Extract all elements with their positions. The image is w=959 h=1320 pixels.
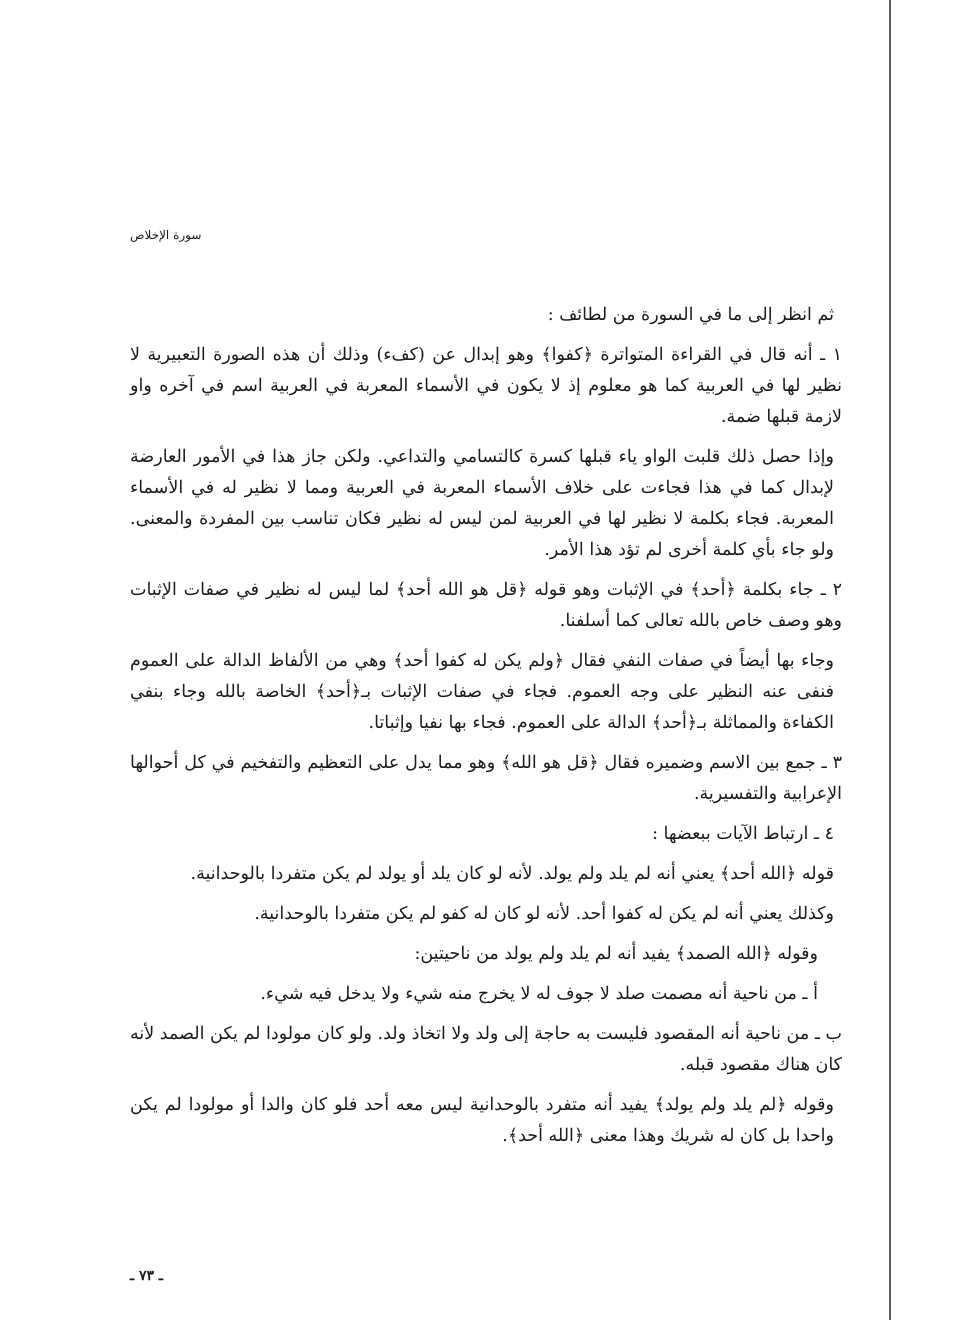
scan-edge-line [889,0,891,1320]
paragraph-sub-b: ب ـ من ناحية أنه المقصود فليست به حاجة إلى ولد ولا اتخاذ ولد. ولو كان مولودا لم يكن الصمد لأنه كان هناك مقصود قبله. [130,1024,842,1075]
paragraph-assamad: وقوله ﴿الله الصمد﴾ يفيد أنه لم يلد ولم يولد من ناحيتين: [414,944,818,964]
paragraph-sub-a: أ ـ من ناحية أنه مصمت صلد لا جوف له لا يخرج منه شيء ولا يدخل فيه شيء. [260,984,818,1004]
paragraph-point-2-continued: وجاء بها أيضاً في صفات النفي فقال ﴿ولم يكن له كفوا أحد﴾ وهي من الألفاظ الدالة على العموم فنفى عنه النظير على وجه العموم. فجاء في صفات الإثبات بـ﴿أحد﴾ الخاصة بالله وجاء بنفي الكفاءة والمماثلة بـ﴿أحد﴾ الدالة على العموم. فجاء بها نفيا وإثباتا. [130,651,834,733]
running-header-surah-title: سورة الإخلاص [130,228,202,242]
paragraph-allah-ahad: قوله ﴿الله أحد﴾ يعني أنه لم يلد ولم يولد. لأنه لو كان يلد أو يولد لم يكن متفردا بالوحدانية. [190,864,834,884]
paragraph-intro: ثم انظر إلى ما في السورة من لطائف : [547,305,834,325]
page-body [130,300,842,1161]
paragraph-point-3: ٣ ـ جمع بين الاسم وضميره فقال ﴿قل هو الله﴾ وهو مما يدل على التعظيم والتفخيم في كل أحوالها الإعرابية والتفسيرية. [130,753,842,804]
paragraph-point-4-heading: ٤ ـ ارتباط الآيات ببعضها : [652,824,834,844]
paragraph-point-1-continued: وإذا حصل ذلك قلبت الواو ياء قبلها كسرة كالتسامي والتداعي. ولكن جاز هذا في الأمور العارضة لإبدال كما في هذا فجاءت على خلاف الأسماء المعربة في العربية ومما لا نظير له في الأسماء المعربة. فجاء بكلمة لا نظير لها في العربية لمن ليس له نظير فكان تناسب بين المفردة والمعنى. ولو جاء بأي كلمة أخرى لم تؤد هذا الأمر. [130,447,834,560]
paragraph-point-1: ١ ـ أنه قال في القراءة المتواترة ﴿كفوا﴾ وهو إبدال عن (كفء) وذلك أن هذه الصورة التعبيرية لا نظير لها في العربية كما هو معلوم إذ لا يكون في الأسماء المعربة في العربية اسم في آخره واو لازمة قبلها ضمة. [130,345,842,427]
page-number: ـ ٧٣ ـ [130,1268,164,1284]
paragraph-lam-yalid: وقوله ﴿لم يلد ولم يولد﴾ يفيد أنه متفرد بالوحدانية ليس معه أحد فلو كان والدا أو مولودا لم يكن واحدا بل كان له شريك وهذا معنى ﴿الله أحد﴾. [130,1095,834,1146]
paragraph-point-2: ٢ ـ جاء بكلمة ﴿أحد﴾ في الإثبات وهو قوله ﴿قل هو الله أحد﴾ لما ليس له نظير في صفات الإثبات وهو وصف خاص بالله تعالى كما أسلفنا. [130,580,842,631]
paragraph-kufuwan: وكذلك يعني أنه لم يكن له كفوا أحد. لأنه لو كان له كفو لم يكن متفردا بالوحدانية. [254,904,834,924]
